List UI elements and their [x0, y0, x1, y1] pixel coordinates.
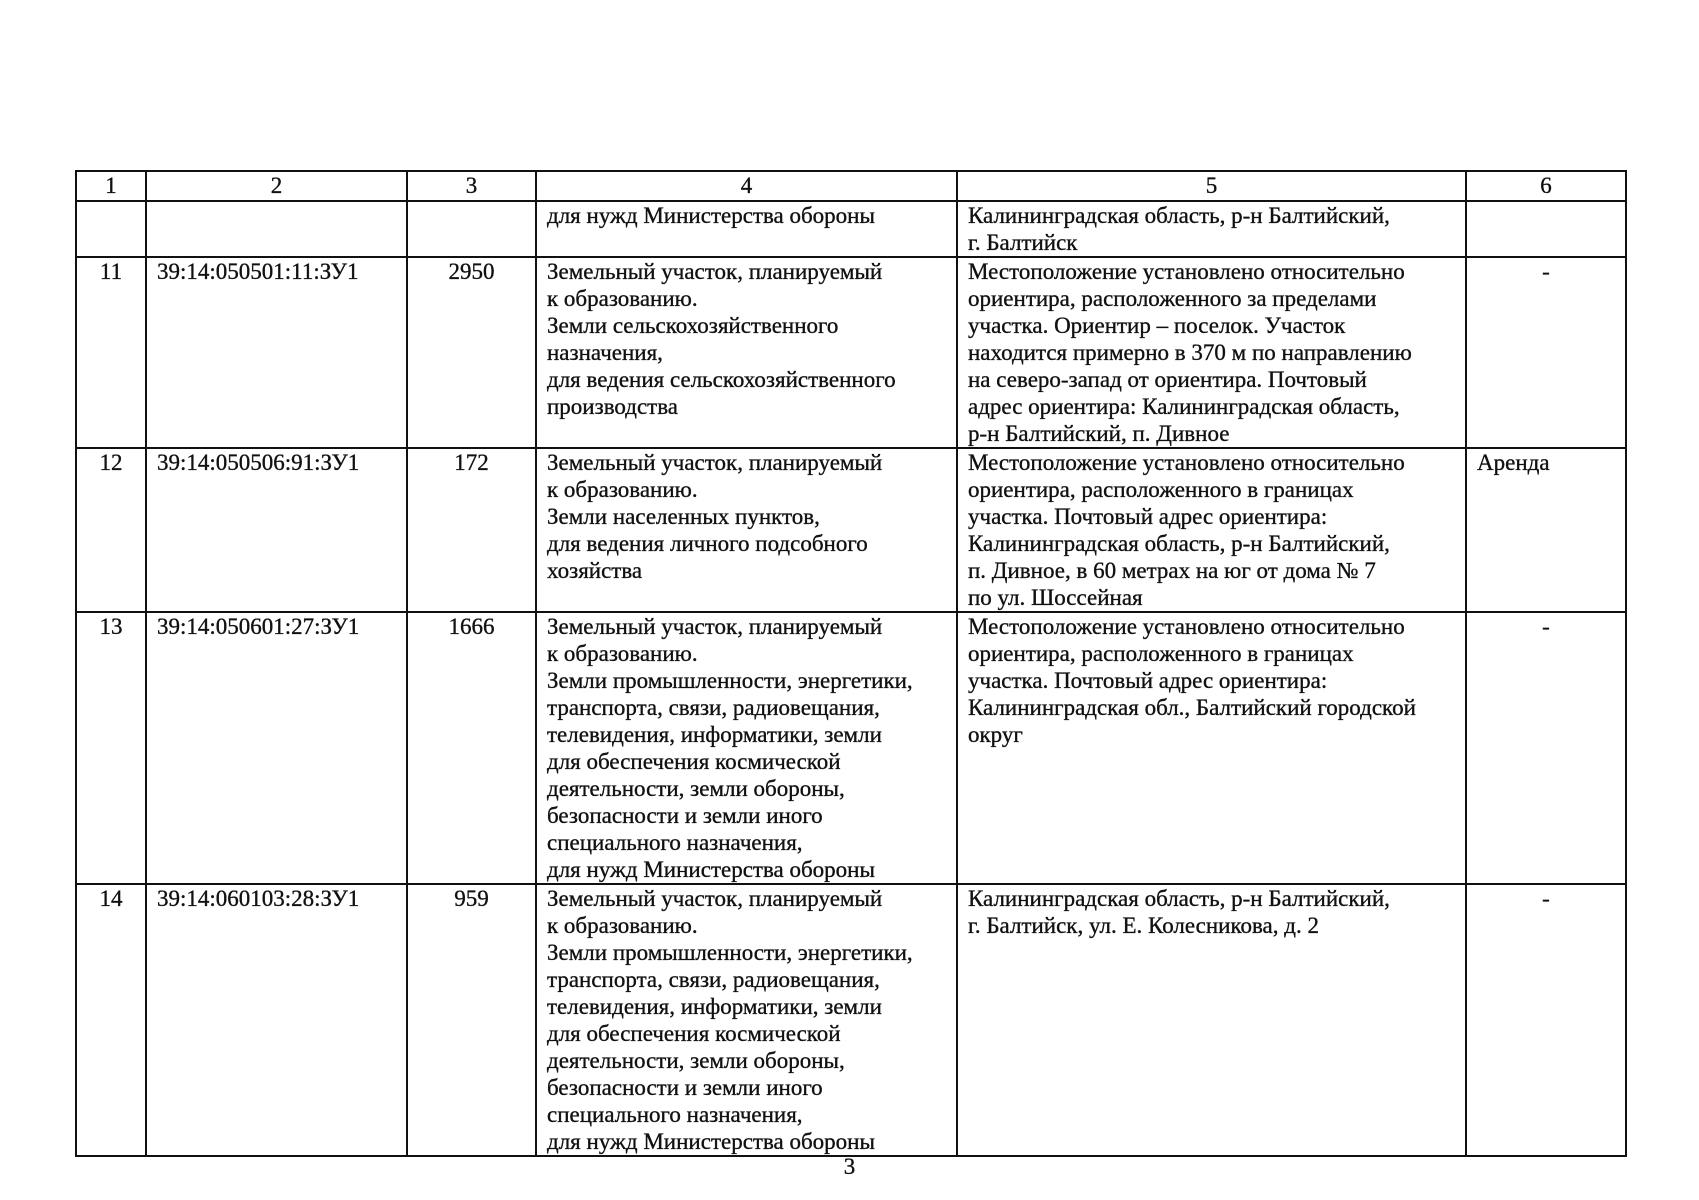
table-row: [76, 257, 1626, 448]
area: [407, 201, 536, 257]
area: 2950: [407, 257, 536, 448]
table-row: [76, 448, 1626, 612]
cadastral-number: 39:14:050601:27:ЗУ1: [146, 612, 407, 884]
column-header-1: 1: [76, 171, 146, 201]
row-number: 12: [76, 448, 146, 612]
column-header-3: 3: [407, 171, 536, 201]
note: -: [1466, 612, 1626, 884]
column-header-6: 6: [1466, 171, 1626, 201]
land-description: Земельный участок, планируемый к образованию. Земли промышленности, энергетики, транспорта, связи, радиовещания, телевидения, информатики, земли для обеспечения космической деятельности, земли обороны, безопасности и земли иного специального назначения, для нужд Министерства обороны: [536, 884, 957, 1156]
cadastral-number: 39:14:050501:11:ЗУ1: [146, 257, 407, 448]
row-number: 11: [76, 257, 146, 448]
location-address: Местоположение установлено относительно ориентира, расположенного в границах участка. Почтовый адрес ориентира: Калининградская область, р-н Балтийский, п. Дивное, в 60 метрах на юг от дома № 7 по ул. Шоссейная: [957, 448, 1466, 612]
land-description: Земельный участок, планируемый к образованию. Земли населенных пунктов, для ведения личного подсобного хозяйства: [536, 448, 957, 612]
table-body: [76, 201, 1626, 1156]
location-address: Местоположение установлено относительно ориентира, расположенного за пределами участка. Ориентир – поселок. Участок находится примерно в 370 м по направлению на северо-запад от ориентира. Почтовый адрес ориентира: Калининградская область, р-н Балтийский, п. Дивное: [957, 257, 1466, 448]
land-description: Земельный участок, планируемый к образованию. Земли промышленности, энергетики, транспорта, связи, радиовещания, телевидения, информатики, земли для обеспечения космической деятельности, земли обороны, безопасности и земли иного специального назначения, для нужд Министерства обороны: [536, 612, 957, 884]
row-number: [76, 201, 146, 257]
page-number: 3: [843, 1154, 856, 1179]
location-address: Местоположение установлено относительно ориентира, расположенного в границах участка. Почтовый адрес ориентира: Калининградская обл., Балтийский городской округ: [957, 612, 1466, 884]
location-address: Калининградская область, р-н Балтийский, г. Балтийск, ул. Е. Колесникова, д. 2: [957, 884, 1466, 1156]
land-description: для нужд Министерства обороны: [536, 201, 957, 257]
land-plots-table: [75, 170, 1627, 1157]
area: 1666: [407, 612, 536, 884]
table-row: [76, 612, 1626, 884]
table-row-continuation: [76, 201, 1626, 257]
area: 959: [407, 884, 536, 1156]
cadastral-number: [146, 201, 407, 257]
note: -: [1466, 884, 1626, 1156]
cadastral-number: 39:14:060103:28:ЗУ1: [146, 884, 407, 1156]
note: Аренда: [1466, 448, 1626, 612]
cadastral-number: 39:14:050506:91:ЗУ1: [146, 448, 407, 612]
land-description: Земельный участок, планируемый к образованию. Земли сельскохозяйственного назначения, для ведения сельскохозяйственного производства: [536, 257, 957, 448]
header-row: [76, 171, 1626, 201]
row-number: 13: [76, 612, 146, 884]
column-header-2: 2: [146, 171, 407, 201]
note: [1466, 201, 1626, 257]
location-address: Калининградская область, р-н Балтийский, г. Балтийск: [957, 201, 1466, 257]
row-number: 14: [76, 884, 146, 1156]
column-header-4: 4: [536, 171, 957, 201]
column-header-5: 5: [957, 171, 1466, 201]
table-header: [76, 171, 1626, 201]
table-row: [76, 884, 1626, 1156]
note: -: [1466, 257, 1626, 448]
area: 172: [407, 448, 536, 612]
